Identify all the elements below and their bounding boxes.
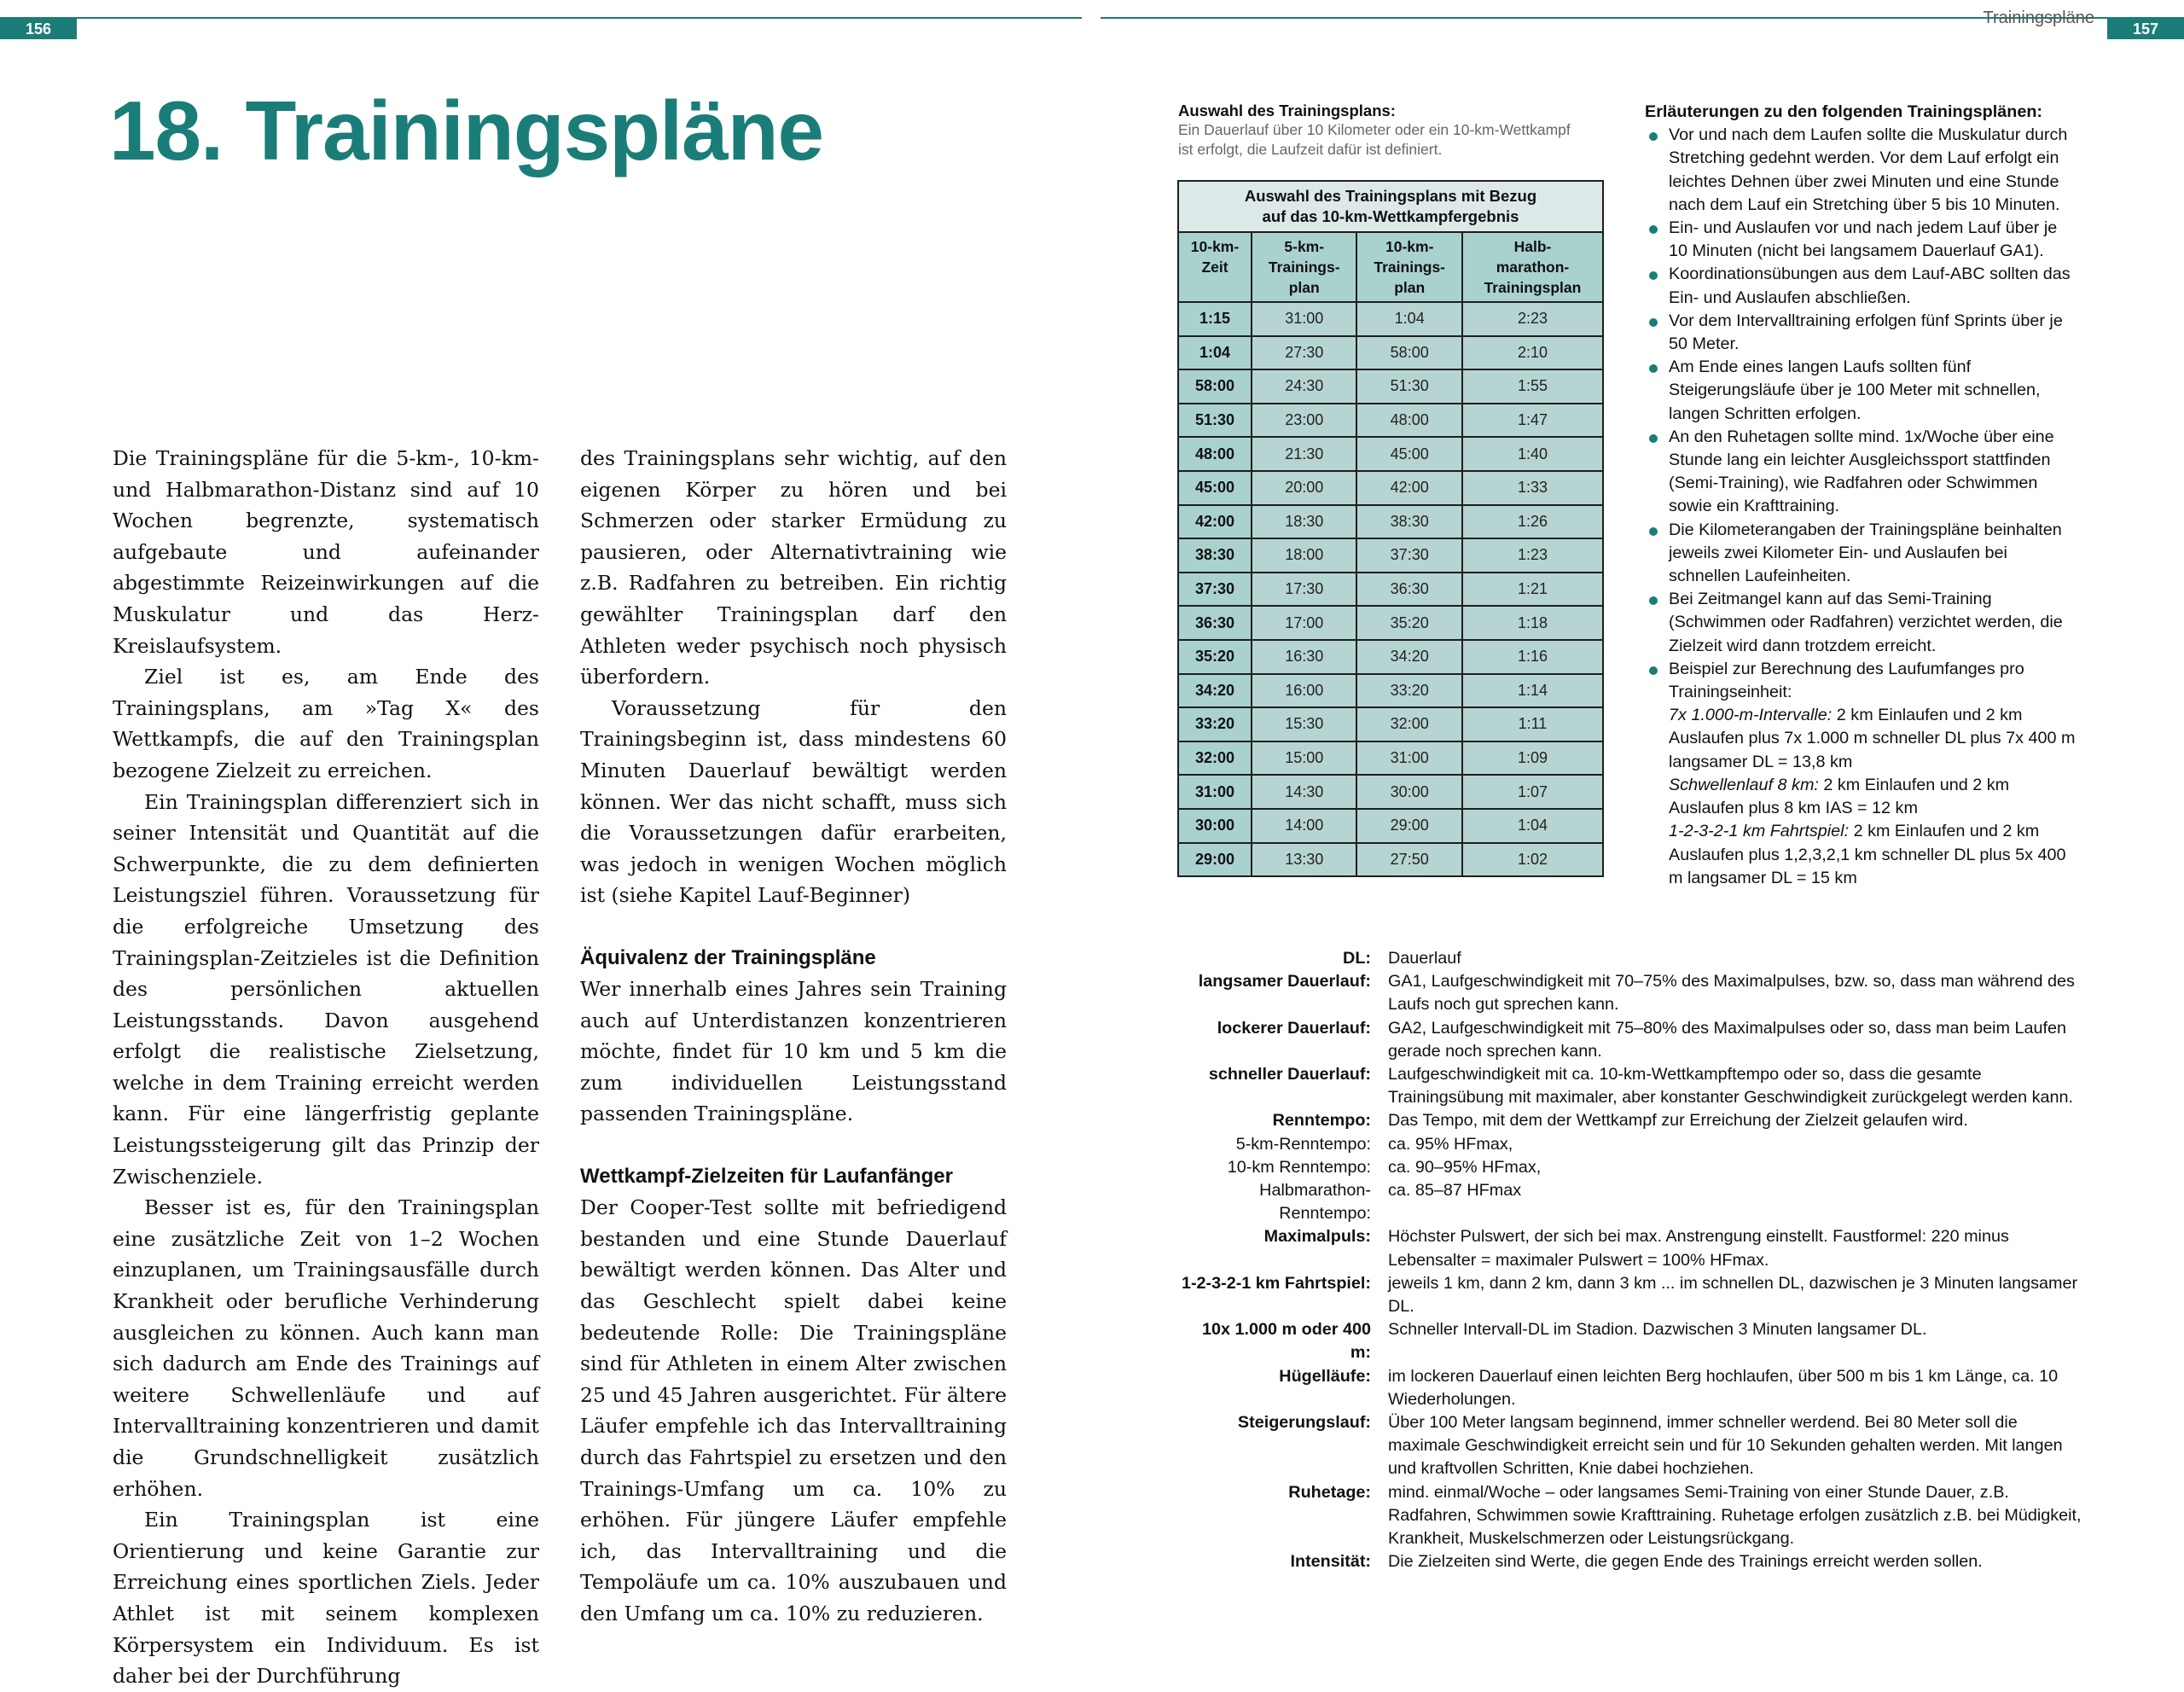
paragraph: Die Trainingspläne für die 5-km-, 10-km- und Halbmarathon-Distanz sind auf 10 Wochen begrenzte, systematisch aufgebaute und aufeinander abgestimmte Reizeinwirkungen auf die Muskulatur und das Herz-Kreislaufsystem. (113, 446, 539, 658)
table-cell: 2:10 (1462, 336, 1603, 370)
table-cell: 1:09 (1462, 741, 1603, 776)
example-label: Schwellenlauf 8 km: (1669, 775, 1819, 794)
table-cell: 29:00 (1356, 809, 1461, 843)
row-key-cell: 1:15 (1178, 302, 1252, 336)
table-cell: 1:04 (1462, 809, 1603, 843)
table-cell: 33:20 (1356, 674, 1461, 708)
page-number-left: 156 (0, 19, 77, 39)
glossary-term: Halbmarathon-Renntempo: (1259, 1181, 1371, 1224)
table-cell: 34:20 (1356, 640, 1461, 674)
table-row (1178, 336, 1603, 370)
glossary-term: 10x 1.000 m oder 400 m: (1202, 1320, 1371, 1363)
glossary-term: Ruhetage: (1288, 1482, 1371, 1502)
explanation-item: Am Ende eines langen Laufs sollten fünf Steigerungsläufe über je 100 Meter mit schnellen, langen Schritten erfolgen. (1645, 356, 2080, 426)
table-cell: 2:23 (1462, 302, 1603, 336)
example-text: 2 km Einlaufen und 2 km Auslaufen plus 8 km IAS = 12 km (1669, 775, 2010, 818)
section-heading: Wettkampf-Zielzeiten für Laufanfänger (580, 1164, 953, 1188)
row-key-cell: 29:00 (1178, 843, 1252, 877)
column-header-line: Halb- (1513, 238, 1552, 255)
glossary-row (1177, 1133, 2082, 1156)
table-cell: 1:33 (1462, 471, 1603, 505)
table-column-header (1178, 232, 1252, 302)
glossary-row (1177, 1481, 2082, 1551)
table-cell: 1:02 (1462, 843, 1603, 877)
table-cell: 31:00 (1356, 741, 1461, 776)
table-row (1178, 809, 1603, 843)
glossary-definition: mind. einmal/Woche – oder langsames Semi-Training von einer Stunde Dauer, z.B. Radfahren, Schwimmen sowie Krafttraining. Ruhetage erfolgen zusätzlich z.B. bei Müdigkeit, Krankheit, Muskelschmerzen oder Leistungsrückgang. (1388, 1482, 2082, 1549)
glossary-definition: Die Zielzeiten sind Werte, die gegen Ende des Trainings erreicht werden sollen. (1388, 1552, 1983, 1572)
explanation-item: Koordinationsübungen aus dem Lauf-ABC sollten das Ein- und Auslaufen abschließen. (1645, 263, 2080, 309)
glossary-definition: Schneller Intervall-DL im Stadion. Dazwischen 3 Minuten langsamer DL. (1388, 1320, 1927, 1340)
table-cell: 18:30 (1252, 505, 1356, 539)
paragraph: Ein Trainingsplan differenziert sich in seiner Intensität und Quantität auf die Schwerpunkte, die zu dem definierten Leistungsziel führen. Voraussetzung für die erfolgreiche Umsetzung des Trainingsplan-Zeitzieles ist die Definition des persönlichen aktuellen Leistungsstands. Davon ausgehend erfolgt die realistische Zielsetzung, welche in dem Training erreicht werden kann. Für eine längerfristig geplante Leistungssteigerung gilt das Prinzip der Zwischenziele. (113, 789, 539, 1189)
table-cell: 14:30 (1252, 775, 1356, 809)
column-header-line: 10-km- (1385, 238, 1434, 255)
row-key-cell: 45:00 (1178, 471, 1252, 505)
glossary-definition: Dauerlauf (1388, 949, 1461, 968)
explanation-item: Ein- und Auslaufen vor und nach jedem Lauf über je 10 Minuten (nicht bei langsamem Dauerlauf GA1). (1645, 217, 2080, 263)
table-cell: 32:00 (1356, 707, 1461, 741)
column-header-line: Trainings- (1374, 259, 1446, 276)
row-key-cell: 35:20 (1178, 640, 1252, 674)
spacer (580, 1130, 1007, 1161)
table-cell: 1:26 (1462, 505, 1603, 539)
glossary-row (1177, 1109, 2082, 1132)
table-cell: 20:00 (1252, 471, 1356, 505)
table-cell: 18:00 (1252, 538, 1356, 573)
glossary-term: langsamer Dauerlauf: (1198, 972, 1371, 991)
table-row (1178, 404, 1603, 438)
header-rule-left (0, 17, 1082, 19)
explanations-title: Erläuterungen zu den folgenden Trainingsplänen: (1645, 102, 2042, 121)
table-row (1178, 505, 1603, 539)
row-key-cell: 32:00 (1178, 741, 1252, 776)
glossary-term: 10-km Renntempo: (1227, 1157, 1371, 1177)
column-header-line: 10-km- (1190, 238, 1240, 255)
table-row (1178, 674, 1603, 708)
body-column-left (113, 443, 539, 1692)
table-cell: 15:00 (1252, 741, 1356, 776)
paragraph: des Trainingsplans sehr wichtig, auf den eigenen Körper zu hören und bei Schmerzen oder starker Ermüdung zu pausieren, oder Alternativtraining wie z.B. Radfahren zu betreiben. Ein richtig gewählter Trainingsplan darf den Athleten weder psychisch noch physisch überfordern. (580, 446, 1007, 689)
paragraph: Besser ist es, für den Trainingsplan eine zusätzliche Zeit von 1–2 Wochen einzuplanen, um Trainingsausfälle durch Krankheit oder berufliche Verhinderung ausgleichen zu können. Auch kann man sich dadurch am Ende des Trainings auf weitere Schwellenläufe und auf Intervalltraining konzentrieren und damit die Grundschnelligkeit zusätzlich erhöhen. (113, 1195, 539, 1501)
table-cell: 16:30 (1252, 640, 1356, 674)
column-header-line: plan (1394, 279, 1426, 296)
table-cell: 42:00 (1356, 471, 1461, 505)
table-cell: 1:18 (1462, 606, 1603, 640)
glossary-term: 1-2-3-2-1 km Fahrtspiel: (1181, 1273, 1371, 1293)
glossary-row (1177, 1272, 2082, 1318)
table-row (1178, 471, 1603, 505)
row-key-cell: 48:00 (1178, 437, 1252, 471)
example-label: 7x 1.000-m-Intervalle: (1669, 706, 1833, 725)
table-cell: 17:30 (1252, 573, 1356, 607)
row-key-cell: 33:20 (1178, 707, 1252, 741)
glossary-row (1177, 1411, 2082, 1481)
table-cell: 1:40 (1462, 437, 1603, 471)
glossary-term: schneller Dauerlauf: (1208, 1065, 1371, 1084)
glossary-row (1177, 1550, 2082, 1573)
glossary-definition: ca. 90–95% HFmax, (1388, 1157, 1542, 1177)
section-heading: Äquivalenz der Trainingspläne (580, 945, 876, 969)
glossary-row (1177, 970, 2082, 1016)
table-title-line2: auf das 10-km-Wettkampfergebnis (1262, 207, 1519, 225)
table-cell: 58:00 (1356, 336, 1461, 370)
table-cell: 1:47 (1462, 404, 1603, 438)
glossary-term: Steigerungslauf: (1237, 1413, 1371, 1433)
row-key-cell: 30:00 (1178, 809, 1252, 843)
glossary-definition: im lockeren Dauerlauf einen leichten Berg hochlaufen, über 500 m bis 1 km Länge, ca. 10 Wiederholungen. (1388, 1366, 2059, 1409)
glossary-term: Intensität: (1290, 1552, 1371, 1572)
example-text: 2 km Einlaufen und 2 km Auslaufen plus 1,2,3,2,1 km schneller DL plus 5x 400 m langsamer DL = 15 km (1669, 822, 2066, 887)
table-cell: 1:16 (1462, 640, 1603, 674)
page-number-right: 157 (2107, 19, 2184, 39)
table-cell: 35:20 (1356, 606, 1461, 640)
table-cell: 1:14 (1462, 674, 1603, 708)
example-text: 2 km Einlaufen und 2 km Auslaufen plus 7x 1.000 m schneller DL plus 7x 400 m langsamer DL = 13,8 km (1669, 706, 2076, 771)
table-row (1178, 606, 1603, 640)
table-cell: 1:11 (1462, 707, 1603, 741)
table-cell: 15:30 (1252, 707, 1356, 741)
glossary-term: Renntempo: (1272, 1111, 1371, 1131)
table-caption-title: Auswahl des Trainingsplans: (1178, 102, 1396, 119)
table-cell: 17:00 (1252, 606, 1356, 640)
table-cell: 31:00 (1252, 302, 1356, 336)
spacer (580, 911, 1007, 943)
table-row (1178, 707, 1603, 741)
table-cell: 24:30 (1252, 369, 1356, 404)
table-cell: 27:50 (1356, 843, 1461, 877)
explanation-item: Vor und nach dem Laufen sollte die Muskulatur durch Stretching gedehnt werden. Vor dem Lauf erfolgt ein leichtes Dehnen über zwei Minuten und eine Stunde nach dem Lauf ein Stretching über 5 bis 10 Minuten. (1645, 124, 2080, 217)
explanation-item: Bei Zeitmangel kann auf das Semi-Training (Schwimmen oder Radfahren) verzichtet werden, die Zielzeit wird dann trotzdem erreicht. (1645, 588, 2080, 658)
table-column-header (1356, 232, 1461, 302)
glossary-row (1177, 1063, 2082, 1109)
glossary-definition: Laufgeschwindigkeit mit ca. 10-km-Wettkampftempo oder so, dass die gesamte Trainingsübung mit maximaler, aber konstanter Geschwindigkeit zurückgelegt werden kann. (1388, 1065, 2074, 1108)
paragraph: Voraussetzung für den Trainingsbeginn ist, dass mindestens 60 Minuten Dauerlauf bewältigt werden können. Wer das nicht schafft, muss sich die Voraussetzungen dafür erarbeiten, was jedoch in wenigen Wochen möglich ist (siehe Kapitel Lauf-Beginner) (580, 695, 1007, 908)
glossary-term: Maximalpuls: (1263, 1227, 1371, 1247)
table-row (1178, 741, 1603, 776)
chapter-title: 18. Trainingspläne (109, 84, 824, 177)
glossary-definition: jeweils 1 km, dann 2 km, dann 3 km ... im schnellen DL, dazwischen je 3 Minuten langsamer DL. (1388, 1273, 2078, 1317)
explanation-item: Die Kilometerangaben der Trainingspläne beinhalten jeweils zwei Kilometer Ein- und Auslaufen bei schnellen Laufeinheiten. (1645, 519, 2080, 589)
row-key-cell: 42:00 (1178, 505, 1252, 539)
paragraph: Ziel ist es, am Ende des Trainingsplans, am »Tag X« des Wettkampfs, die auf den Trainingsplan bezogene Zielzeit zu erreichen. (113, 665, 539, 782)
row-key-cell: 38:30 (1178, 538, 1252, 573)
table-row (1178, 843, 1603, 877)
column-header-line: Zeit (1201, 259, 1228, 276)
glossary-definition: GA2, Laufgeschwindigkeit mit 75–80% des Maximalpulses oder so, dass man beim Laufen gerade noch sprechen kann. (1388, 1018, 2066, 1061)
table-cell: 1:23 (1462, 538, 1603, 573)
table-cell: 1:07 (1462, 775, 1603, 809)
glossary-definition: Das Tempo, mit dem der Wettkampf zur Erreichung der Zielzeit gelaufen wird. (1388, 1111, 1968, 1131)
table-row (1178, 437, 1603, 471)
table-cell: 27:30 (1252, 336, 1356, 370)
explanation-item: Vor dem Intervalltraining erfolgen fünf Sprints über je 50 Meter. (1645, 310, 2080, 356)
glossary-row (1177, 1017, 2082, 1063)
table-cell: 36:30 (1356, 573, 1461, 607)
glossary-term: lockerer Dauerlauf: (1217, 1018, 1371, 1038)
body-column-middle (580, 443, 1007, 1630)
table-cell: 48:00 (1356, 404, 1461, 438)
row-key-cell: 51:30 (1178, 404, 1252, 438)
table-cell: 38:30 (1356, 505, 1461, 539)
column-header-line: marathon- (1496, 259, 1570, 276)
glossary-term: Hügelläufe: (1279, 1366, 1371, 1386)
table-cell: 16:00 (1252, 674, 1356, 708)
table-cell: 51:30 (1356, 369, 1461, 404)
glossary-row (1177, 1225, 2082, 1271)
table-cell: 21:30 (1252, 437, 1356, 471)
glossary-term: DL: (1343, 949, 1371, 968)
row-key-cell: 37:30 (1178, 573, 1252, 607)
table-cell: 30:00 (1356, 775, 1461, 809)
glossary-row (1177, 1365, 2082, 1411)
glossary-definition: GA1, Laufgeschwindigkeit mit 70–75% des Maximalpulses, bzw. so, dass man während des Laufs noch gut sprechen kann. (1388, 972, 2075, 1015)
paragraph: Der Cooper-Test sollte mit befriedigend bestanden und eine Stunde Dauerlauf bewältigt werden können. Das Alter und das Geschlecht spielt dabei keine bedeutende Rolle: Die Trainingspläne sind für Athleten in einem Alter zwischen 25 und 45 Jahren ausgerichtet. Für ältere Läufer empfehle ich das Intervalltraining durch das Fahrtspiel zu ersetzen und den Trainings-Umfang um ca. 10% zu erhöhen. Für jüngere Läufer empfehle ich, das Intervalltraining und die Tempoläufe um ca. 10% auszubauen und den Umfang um ca. 10% zu reduzieren. (580, 1195, 1007, 1625)
glossary-definition: ca. 85–87 HFmax (1388, 1181, 1522, 1201)
calculation-example (1669, 820, 2080, 890)
table-column-header (1252, 232, 1356, 302)
explanations-box (1645, 101, 2080, 890)
table-cell: 45:00 (1356, 437, 1461, 471)
glossary-row (1177, 1318, 2082, 1364)
table-cell: 14:00 (1252, 809, 1356, 843)
column-header-line: Trainingsplan (1484, 279, 1582, 296)
glossary-definition: Höchster Pulswert, der sich bei max. Anstrengung einstellt. Faustformel: 220 minus Lebensalter = maximaler Pulswert = 100% HFmax. (1388, 1227, 2009, 1270)
training-plan-table (1177, 180, 1604, 877)
table-row (1178, 573, 1603, 607)
running-title: Trainingspläne (1983, 9, 2094, 27)
glossary-row (1177, 1156, 2082, 1179)
paragraph: Ein Trainingsplan ist eine Orientierung und keine Garantie zur Erreichung eines sportlichen Ziels. Jeder Athlet ist mit seinem komplexen Körpersystem ein Individuum. Es ist daher bei der Durchführung (113, 1508, 539, 1689)
example-label: 1-2-3-2-1 km Fahrtspiel: (1669, 822, 1850, 841)
glossary (1177, 947, 2082, 1573)
calculation-example (1669, 774, 2080, 820)
row-key-cell: 36:30 (1178, 606, 1252, 640)
table-cell: 1:21 (1462, 573, 1603, 607)
glossary-term: 5-km-Renntempo: (1235, 1134, 1371, 1154)
glossary-definition: ca. 95% HFmax, (1388, 1134, 1513, 1154)
glossary-row (1177, 947, 2082, 970)
row-key-cell: 31:00 (1178, 775, 1252, 809)
table-row (1178, 369, 1603, 404)
table-cell: 1:55 (1462, 369, 1603, 404)
column-header-line: Trainings- (1268, 259, 1340, 276)
table-caption (1178, 101, 1579, 160)
table-row (1178, 640, 1603, 674)
table-cell: 1:04 (1356, 302, 1461, 336)
table-cell: 37:30 (1356, 538, 1461, 573)
table-row (1178, 302, 1603, 336)
table-cell: 23:00 (1252, 404, 1356, 438)
table-title (1178, 181, 1603, 232)
explanation-item: Beispiel zur Berechnung des Laufumfanges pro Trainingseinheit: (1645, 658, 2080, 704)
table-row (1178, 538, 1603, 573)
row-key-cell: 1:04 (1178, 336, 1252, 370)
table-caption-text: Ein Dauerlauf über 10 Kilometer oder ein 10-km-Wettkampf ist erfolgt, die Laufzeit dafür ist definiert. (1178, 121, 1571, 158)
row-key-cell: 34:20 (1178, 674, 1252, 708)
table-row (1178, 775, 1603, 809)
table-column-header (1462, 232, 1603, 302)
table-cell: 13:30 (1252, 843, 1356, 877)
table-title-line1: Auswahl des Trainingsplans mit Bezug (1244, 187, 1537, 205)
paragraph: Wer innerhalb eines Jahres sein Training auch auf Unterdistanzen konzentrieren möchte, findet für 10 km und 5 km die zum individuellen Leistungsstand passenden Trainingspläne. (580, 977, 1007, 1126)
glossary-row (1177, 1179, 2082, 1225)
column-header-line: plan (1288, 279, 1320, 296)
calculation-example (1669, 704, 2080, 774)
explanation-item: An den Ruhetagen sollte mind. 1x/Woche über eine Stunde lang ein leichter Ausgleichssport stattfinden (Semi-Training), wie Radfahren oder Schwimmen sowie ein Krafttraining. (1645, 426, 2080, 519)
glossary-definition: Über 100 Meter langsam beginnend, immer schneller werdend. Bei 80 Meter soll die maximale Geschwindigkeit erreicht sein und für 10 Sekunden gehalten werden. Mit langen und kraftvollen Schritten, Knie dabei hochziehen. (1388, 1413, 2063, 1479)
row-key-cell: 58:00 (1178, 369, 1252, 404)
column-header-line: 5-km- (1284, 238, 1325, 255)
